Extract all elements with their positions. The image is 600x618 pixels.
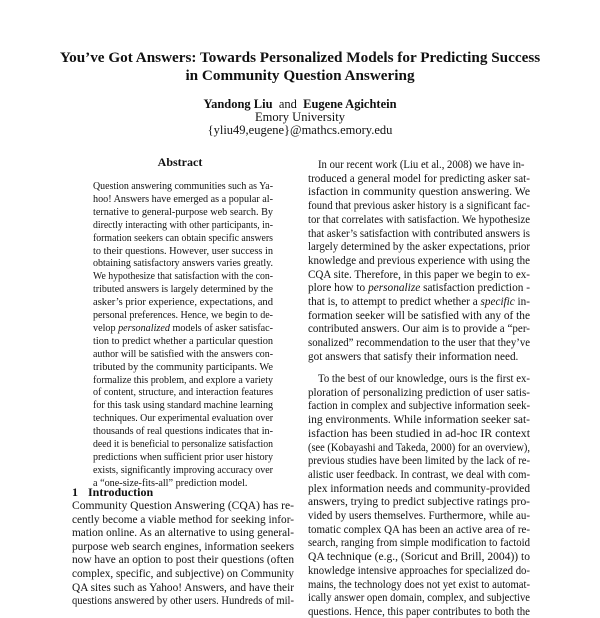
introduction-line: Community Question Answering (CQA) has re-: [72, 500, 294, 512]
abstract-line: ternative to general-purpose web search. By: [93, 206, 273, 218]
abstract-line: exists, significantly improving accuracy over: [93, 464, 273, 476]
paragraph-line: isfaction in community question answering. We: [308, 186, 530, 199]
section-number: 1: [72, 485, 78, 499]
paragraph-line: To the best of our knowledge, ours is the first ex-: [318, 373, 530, 385]
paragraph-line: vided by users themselves. Furthermore, while au-: [308, 510, 530, 522]
abstract-line: tributed answers is largely determined by the: [93, 284, 273, 296]
abstract-line: velop personalized models of asker satisfac-: [93, 322, 273, 334]
abstract-line: for this task using standard machine learning: [93, 400, 273, 412]
abstract-line: deed it is beneficial to personalize satisfaction: [93, 439, 273, 450]
abstract-line: to their questions. However, user success in: [93, 245, 273, 257]
paragraph-line: got answers that satisfy their information need.: [308, 350, 519, 363]
paragraph-line: found that previous asker history is a significant fac-: [308, 200, 530, 213]
paragraph-line: mains, the technology does not yet exist to automat-: [308, 578, 530, 591]
paragraph-line: (see (Kobayashi and Takeda, 2000) for an overview),: [308, 441, 530, 454]
abstract-line: tion to predict whether a particular question: [93, 335, 273, 347]
abstract-line: author will be satisfied with the answers con-: [93, 348, 273, 360]
paragraph-line: knowledge intensive approaches for specialized do-: [308, 564, 530, 577]
introduction-line: cently become a viable method for seeking infor-: [72, 513, 294, 526]
abstract-line: a “one-size-fits-all” prediction model.: [93, 477, 248, 489]
paragraph-line: alistic user feedback. In contrast, we deal with com-: [308, 468, 530, 481]
paragraph-line: contributed answers. Our aim is to provide a “per-: [308, 323, 530, 336]
abstract-line: formalize this problem, and explore a variety: [93, 374, 273, 386]
abstract-line: asker’s prior experience, expectations, and: [93, 297, 273, 309]
paragraph-line: questions. Hence, this paper contributes to both the: [308, 605, 530, 618]
paragraph-line: faction in complex and subjective information seek-: [308, 400, 530, 413]
abstract-line: techniques. Our experimental evaluation over: [93, 413, 273, 425]
abstract-line: of content, structure, and interaction features: [93, 387, 273, 399]
abstract-line: directly interacting with other participants, in-: [93, 219, 273, 231]
paragraph-line: isfaction has been studied in ad-hoc IR context: [308, 427, 530, 440]
abstract-line: thousands of real questions indicates that in-: [93, 426, 273, 438]
paragraph-line: CQA site. Therefore, in this paper we begin to ex-: [308, 268, 530, 281]
paragraph-line: previous studies have been limited by the lack of re-: [308, 455, 530, 468]
paragraph-line: tor that correlates with satisfaction. We hypothesize: [308, 213, 530, 226]
paragraph-line: ploration of personalizing prediction of user satis-: [308, 386, 530, 399]
paragraph-line: tomatic complex QA has been an active area of re-: [308, 523, 530, 536]
abstract-line: tributed by the community participants. We: [93, 361, 273, 373]
paragraph-line: plore how to personalize satisfaction prediction -: [308, 282, 530, 295]
author-email: {yliu49,eugene}@mathcs.emory.edu: [207, 123, 393, 137]
abstract-line: predictions when sufficient prior user history: [93, 451, 273, 463]
abstract-line: We hypothesize that satisfaction with the con-: [93, 271, 273, 283]
introduction-line: mation online. As an alternative to using general-: [72, 527, 294, 540]
abstract-line: Question answering communities such as Ya-: [93, 181, 273, 192]
introduction-line: now have an option to post their questions (often: [72, 554, 294, 567]
paper-title-line-1: You’ve Got Answers: Towards Personalized Models for Predicting Success: [59, 49, 541, 66]
paragraph-line: plex information needs and community-provided: [308, 482, 530, 495]
introduction-line: questions answered by other users. Hundreds of mil-: [72, 595, 294, 608]
paper-title-line-2: in Community Question Answering: [185, 67, 415, 84]
introduction-line: QA sites such as Yahoo! Answers, and have their: [72, 581, 294, 594]
paragraph-line: ically answer open domain, complex, and subjective: [308, 592, 530, 605]
abstract-line: hoo! Answers have emerged as a popular al-: [93, 193, 273, 205]
paragraph-line: In our recent work (Liu et al., 2008) we have in-: [318, 159, 525, 171]
paragraph-line: search, ranging from simple modification to factoid: [308, 537, 530, 550]
abstract-heading: Abstract: [157, 155, 203, 169]
abstract-line: formation seekers can obtain specific answers: [93, 232, 273, 244]
abstract-line: personal preferences. Hence, we begin to de-: [93, 310, 273, 321]
section-title: Introduction: [88, 485, 154, 499]
introduction-line: purpose web search engines, information seekers: [72, 540, 294, 553]
paragraph-line: knowledge and previous experience with using the: [308, 254, 530, 267]
paragraph-line: QA technique (e.g., (Soricut and Brill, 2004)) to: [308, 551, 530, 564]
paragraph-line: ing environments. While information seeker sat-: [308, 414, 530, 427]
paragraph-line: largely determined by the asker expectations, prior: [308, 241, 530, 254]
affiliation: Emory University: [255, 110, 345, 124]
paragraph-line: troduced a general model for predicting asker sat-: [308, 172, 530, 185]
paragraph-line: answers, trying to predict subjective ratings pro-: [308, 496, 530, 509]
section-heading-introduction: [72, 485, 153, 500]
introduction-line: complex, specific, and subjective) on Community: [72, 568, 294, 580]
paragraph-line: sonalized” recommendation to the user that they’ve: [308, 337, 530, 350]
paragraph-line: that asker’s satisfaction with contributed answers is: [308, 227, 530, 240]
abstract-line: obtaining satisfactory answers varies greatly.: [93, 258, 273, 270]
paragraph-line: formation seeker will be satisfied with any of the: [308, 309, 530, 322]
author-conjunction: and: [278, 97, 297, 111]
paragraph-line: that is, to attempt to predict whether a specific in-: [308, 296, 530, 308]
author-name: Yandong Liu: [203, 97, 273, 111]
author-name: Eugene Agichtein: [303, 97, 397, 111]
